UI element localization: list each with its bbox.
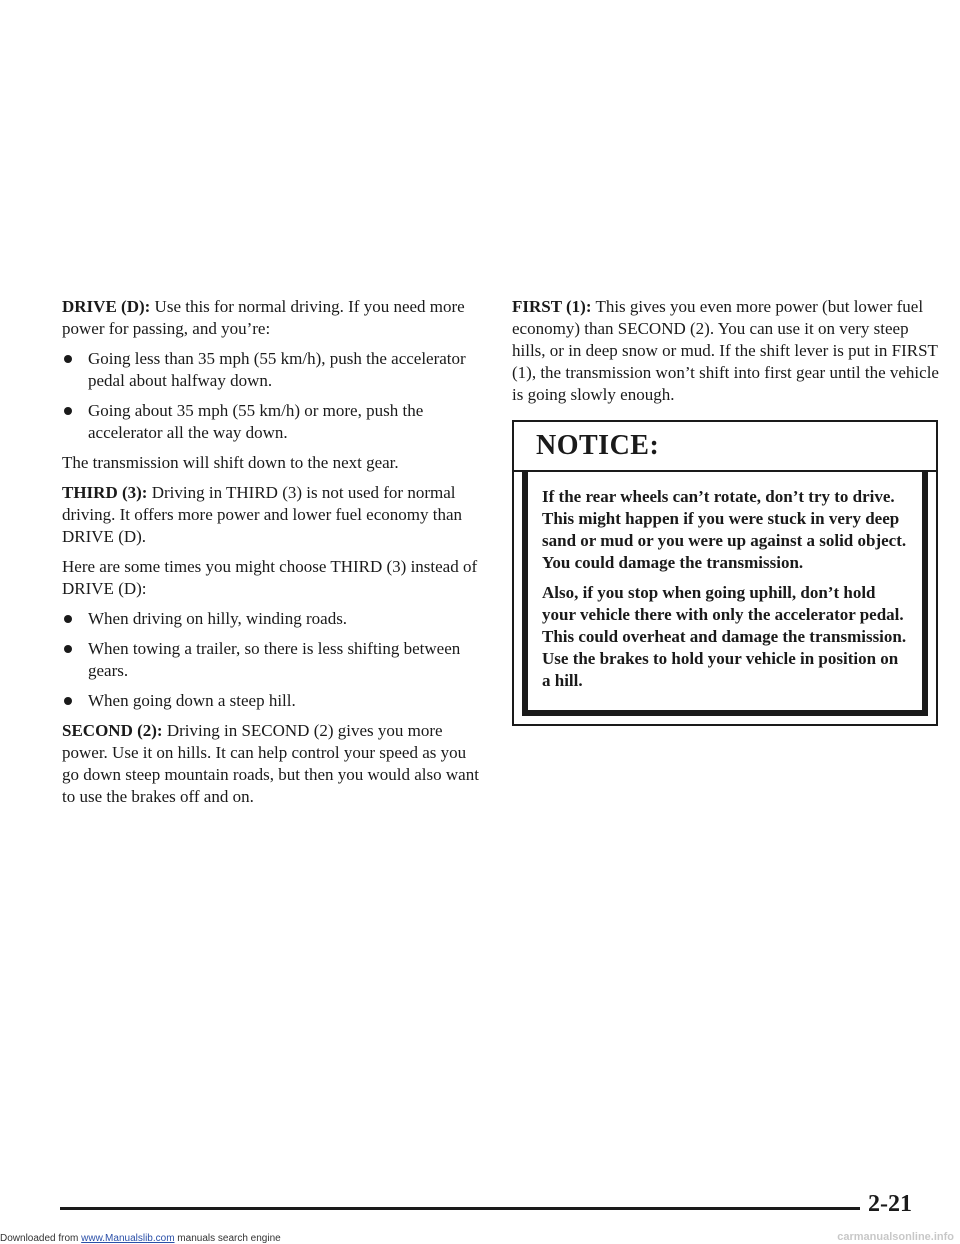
drive-paragraph: [62, 296, 482, 340]
first-text: This gives you even more power (but lower fuel economy) than SECOND (2). You can use it on very steep hills, or in deep snow or mud. If the shift lever is put in FIRST (1), the transmission won’t shift into first gear until the vehicle is going slowly enough.: [512, 297, 939, 404]
first-heading: FIRST (1):: [512, 297, 592, 316]
bullet-dot-icon: [64, 355, 72, 363]
second-paragraph: [62, 720, 482, 808]
manualslib-link[interactable]: www.Manualslib.com: [81, 1233, 175, 1244]
list-item: [62, 638, 482, 682]
bullet-dot-icon: [64, 697, 72, 705]
download-suffix: manuals search engine: [174, 1233, 281, 1244]
bullet-dot-icon: [64, 615, 72, 623]
bullet-text: Going less than 35 mph (55 km/h), push the accelerator pedal about halfway down.: [88, 349, 466, 390]
footer-rule: [60, 1207, 860, 1210]
watermark-text: carmanualsonline.info: [837, 1231, 954, 1243]
list-item: [62, 348, 482, 392]
notice-paragraph: If the rear wheels can’t rotate, don’t try to drive. This might happen if you were stuck in very deep sand or mud or you were up against a solid object. You could damage the transmission.: [542, 487, 907, 572]
second-heading: SECOND (2):: [62, 721, 163, 740]
bullet-dot-icon: [64, 645, 72, 653]
right-column: [512, 296, 940, 726]
third-intro-paragraph: Here are some times you might choose THIRD (3) instead of DRIVE (D):: [62, 557, 478, 598]
shift-down-paragraph: The transmission will shift down to the next gear.: [62, 453, 399, 472]
bullet-text: When going down a steep hill.: [88, 691, 296, 710]
first-paragraph: [512, 296, 940, 406]
drive-bullet-list: [62, 348, 482, 444]
list-item: [62, 608, 482, 630]
download-prefix: Downloaded from: [0, 1233, 82, 1244]
notice-paragraph: Also, if you stop when going uphill, don’t hold your vehicle there with only the accelerator pedal. This could overheat and damage the transmission. Use the brakes to hold your vehicle in position on a hill.: [542, 583, 907, 690]
list-item: [62, 400, 482, 444]
bullet-text: When towing a trailer, so there is less shifting between gears.: [88, 639, 461, 680]
bullet-dot-icon: [64, 407, 72, 415]
third-heading: THIRD (3):: [62, 483, 148, 502]
bullet-text: When driving on hilly, winding roads.: [88, 609, 348, 628]
drive-heading: DRIVE (D):: [62, 297, 151, 316]
list-item: [62, 690, 482, 712]
bullet-text: Going about 35 mph (55 km/h) or more, push the accelerator all the way down.: [88, 401, 424, 442]
notice-body: [522, 472, 928, 716]
third-text: Driving in THIRD (3) is not used for normal driving. It offers more power and lower fuel economy than DRIVE (D).: [62, 483, 463, 546]
left-column: [62, 296, 482, 816]
download-line: [0, 1233, 281, 1244]
notice-box: [512, 420, 938, 726]
third-bullet-list: [62, 608, 482, 712]
drive-text: Use this for normal driving. If you need more power for passing, and you’re:: [62, 297, 465, 338]
page-number: 2-21: [868, 1191, 912, 1217]
third-paragraph: [62, 482, 482, 548]
notice-title: NOTICE:: [514, 422, 936, 472]
second-text: Driving in SECOND (2) gives you more power. Use it on hills. It can help control your speed as you go down steep mountain roads, but then you would also want to use the brakes off and on.: [62, 721, 479, 806]
